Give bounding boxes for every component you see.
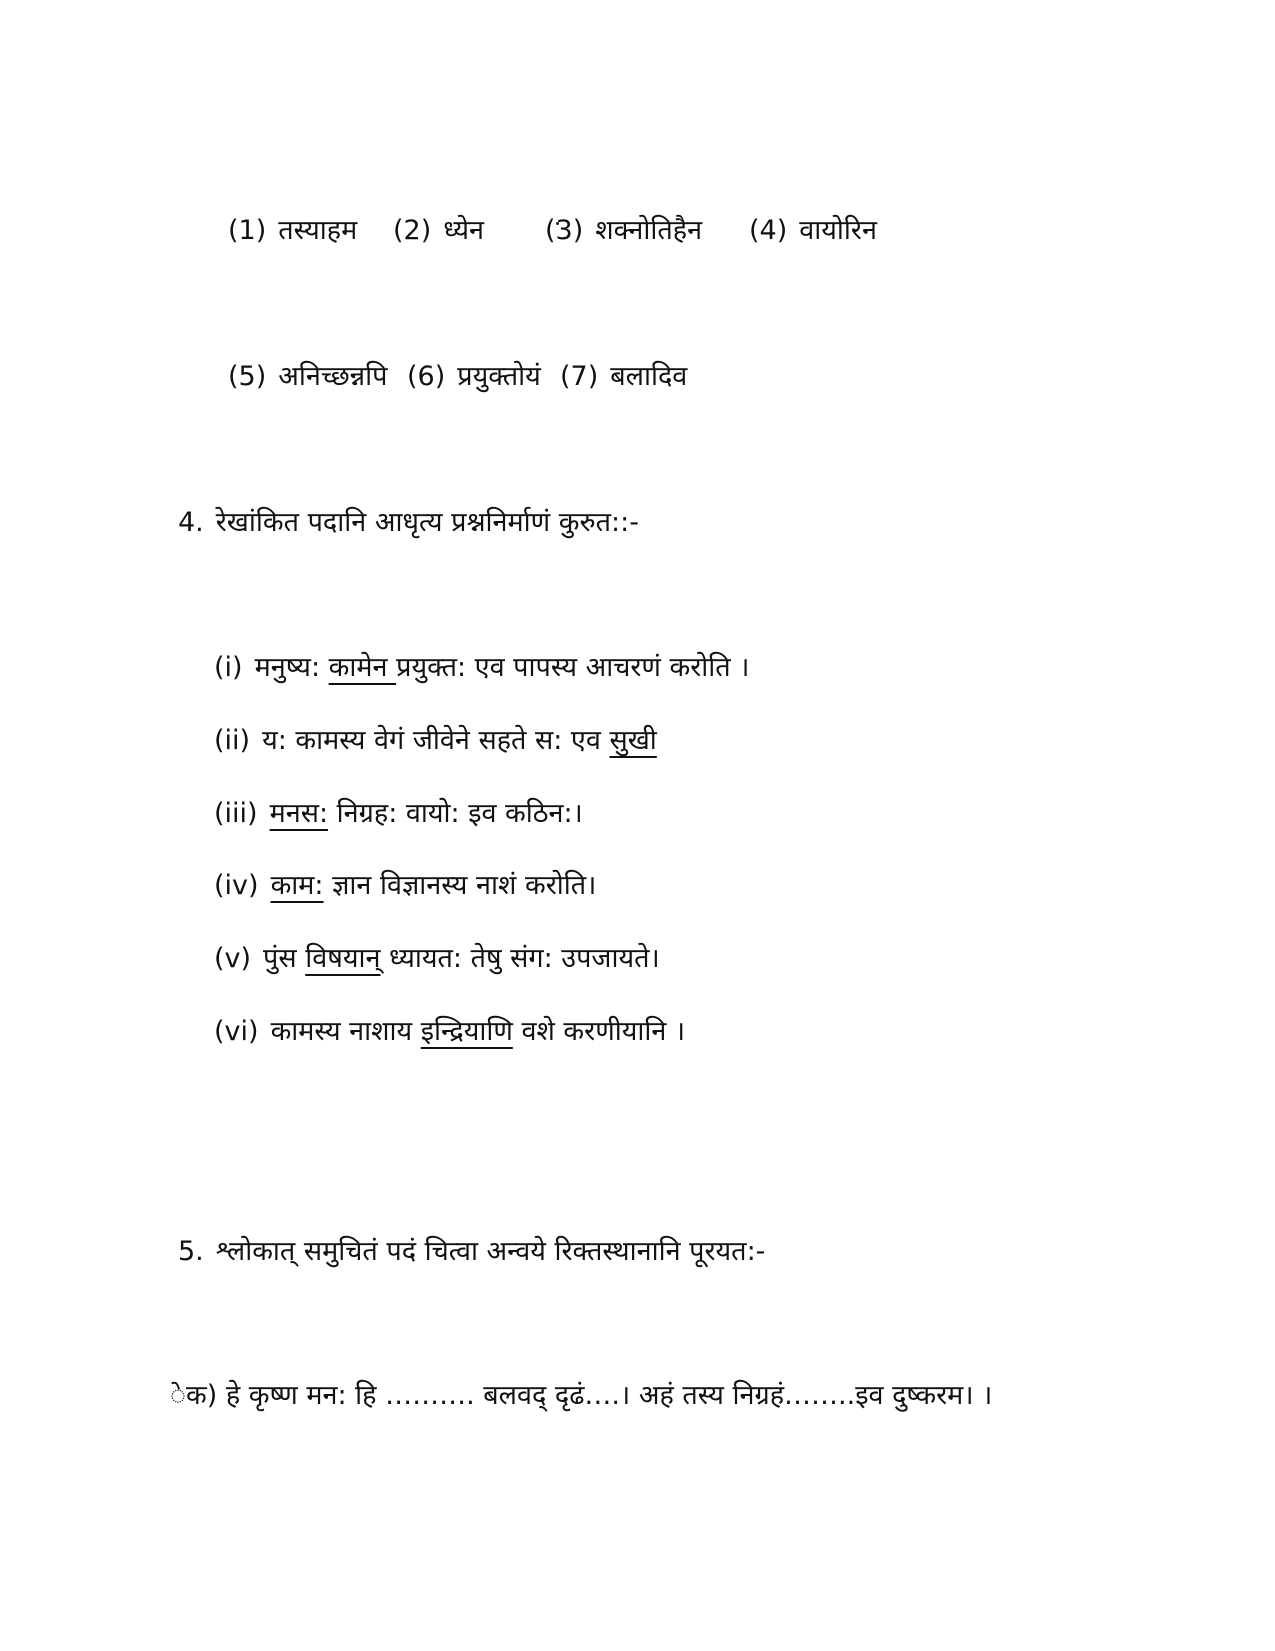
item-number: (ii) xyxy=(214,725,251,756)
question-number: 5. xyxy=(178,1236,204,1267)
item-number: (iii) xyxy=(214,798,258,829)
option-number: (4) xyxy=(749,215,788,246)
item-text-pre: मनुष्य: xyxy=(254,652,329,683)
option-word: बलादिव xyxy=(610,361,688,392)
question-5-heading xyxy=(178,1234,765,1270)
underlined-word: मनस: xyxy=(269,798,329,829)
item-text-post: ध्यायत: तेषु संग: उपजायते। xyxy=(380,943,660,974)
option-word: शक्नोतिहैन xyxy=(595,215,703,246)
option-word: वायोरिन xyxy=(799,215,877,246)
item-number: (iv) xyxy=(214,870,259,901)
option-word: अनिच्छन्नपि xyxy=(278,361,388,392)
option-word: प्रयुक्तोयं xyxy=(457,361,541,392)
item-text-pre: पुंस xyxy=(263,943,306,974)
item-text-post: निग्रह: वायो: इव कठिन:। xyxy=(328,798,583,829)
underlined-word: काम: xyxy=(270,870,324,901)
q4-item-i xyxy=(214,650,749,686)
q5-fill-in-sentence xyxy=(170,1378,992,1414)
underlined-word: सुखी xyxy=(609,725,657,756)
word-option-7 xyxy=(560,359,687,395)
q4-item-ii xyxy=(214,723,657,759)
question-4-heading xyxy=(178,505,639,541)
option-word: तस्याहम xyxy=(278,215,358,246)
q4-item-v xyxy=(214,941,660,977)
word-option-5 xyxy=(228,359,387,395)
item-text-post: ज्ञान विज्ञानस्य नाशं करोति। xyxy=(323,870,597,901)
underlined-word: विषयान् xyxy=(305,943,381,974)
item-text-pre: कामस्य नाशाय xyxy=(270,1016,421,1047)
word-option-4 xyxy=(749,213,877,249)
q4-item-iv xyxy=(214,868,596,904)
option-number: (6) xyxy=(407,361,446,392)
question-instruction: रेखांकित पदानि आधृत्य प्रश्ननिर्माणं कुरुत::- xyxy=(215,507,639,538)
word-option-2 xyxy=(393,213,484,249)
option-number: (3) xyxy=(545,215,584,246)
question-number: 4. xyxy=(178,507,204,538)
option-number: (1) xyxy=(228,215,267,246)
option-number: (2) xyxy=(393,215,432,246)
item-text-post: वशे करणीयानि । xyxy=(512,1016,686,1047)
word-option-3 xyxy=(545,213,702,249)
item-number: (vi) xyxy=(214,1016,259,1047)
option-number: (7) xyxy=(560,361,599,392)
item-number: (v) xyxy=(214,943,252,974)
underlined-word: इन्द्रियाणि xyxy=(420,1016,513,1047)
option-number: (5) xyxy=(228,361,267,392)
item-text-post: प्रयुक्त: एव पापस्य आचरणं करोति । xyxy=(396,652,750,683)
option-word: ध्येन xyxy=(443,215,485,246)
word-option-1 xyxy=(228,213,357,249)
word-option-6 xyxy=(407,359,541,395)
q4-item-iii xyxy=(214,796,583,832)
item-number: (i) xyxy=(214,652,243,683)
sentence-text: ेक) हे कृष्ण मन: हि ………. बलवद् दृढं….। अहं तस्य निग्रहं……..इव दुष्करम। । xyxy=(170,1380,993,1411)
q4-item-vi xyxy=(214,1014,685,1050)
question-instruction: श्लोकात् समुचितं पदं चित्वा अन्वये रिक्तस्थानानि पूरयत:- xyxy=(215,1236,766,1267)
item-text-pre: य: कामस्य वेगं जीवेने सहते स: एव xyxy=(262,725,610,756)
underlined-word: कामेन xyxy=(328,652,397,683)
